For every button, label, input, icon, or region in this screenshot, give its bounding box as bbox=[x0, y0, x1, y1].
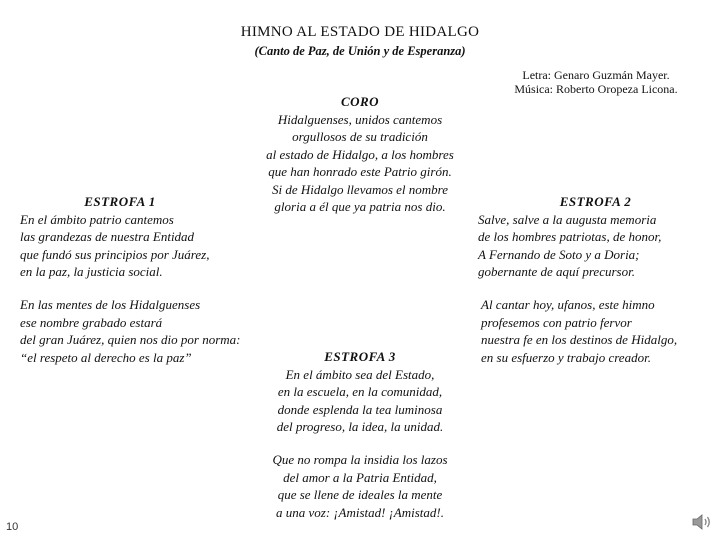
coro-heading: CORO bbox=[340, 94, 380, 109]
estrofa1-line: ese nombre grabado estará bbox=[20, 314, 163, 330]
page-title: HIMNO AL ESTADO DE HIDALGO bbox=[240, 24, 480, 40]
estrofa3-line: que se llene de ideales la mente bbox=[277, 487, 443, 502]
estrofa1-line: “el respeto al derecho es la paz” bbox=[20, 349, 192, 365]
estrofa3-line: en la escuela, en la comunidad, bbox=[277, 384, 443, 399]
estrofa1-line: del gran Juárez, quien nos dio por norma: bbox=[20, 332, 241, 347]
coro-line: Hidalguenses, unidos cantemos bbox=[277, 111, 443, 127]
estrofa3-line: En el ámbito sea del Estado, bbox=[285, 366, 435, 382]
estrofa2-line: nuestra fe en los destinos de Hidalgo, bbox=[481, 332, 678, 347]
music-credit: Música: Roberto Oropeza Licona. bbox=[514, 82, 678, 96]
estrofa3-line: del amor a la Patria Entidad, bbox=[283, 469, 437, 485]
estrofa1-line: En las mentes de los Hidalguenses bbox=[20, 297, 201, 312]
coro-line: Si de Hidalgo llevamos el nombre bbox=[271, 181, 449, 197]
speaker-icon[interactable] bbox=[690, 510, 714, 534]
estrofa2-line: Salve, salve a la augusta memoria bbox=[478, 211, 657, 227]
estrofa3-block bbox=[244, 348, 476, 436]
estrofa1-line: En el ámbito patrio cantemos bbox=[20, 211, 174, 227]
lyrics-credit: Letra: Genaro Guzmán Mayer. bbox=[522, 68, 670, 82]
estrofa3-line: a una voz: ¡Amistad! ¡Amistad!. bbox=[276, 504, 444, 520]
estrofa2-line: de los hombres patriotas, de honor, bbox=[478, 229, 662, 244]
page-subtitle: (Canto de Paz, de Unión y de Esperanza) bbox=[254, 44, 466, 58]
estrofa1-line: en la paz, la justicia social. bbox=[20, 264, 163, 279]
page-number: 10 bbox=[6, 521, 19, 533]
coro-line: gloria a él que ya patria nos dio. bbox=[274, 199, 446, 214]
coro-block bbox=[244, 93, 476, 216]
estrofa1-line: las grandezas de nuestra Entidad bbox=[20, 229, 195, 244]
estrofa1-stanza2 bbox=[20, 296, 270, 366]
coro-line: al estado de Hidalgo, a los hombres bbox=[266, 146, 454, 162]
estrofa3-stanza2 bbox=[244, 451, 476, 521]
estrofa3-heading: ESTROFA 3 bbox=[324, 349, 396, 364]
estrofa3-line: Que no rompa la insidia los lazos bbox=[272, 452, 448, 467]
estrofa1-heading: ESTROFA 1 bbox=[84, 194, 156, 209]
estrofa2-line: en su esfuerzo y trabajo creador. bbox=[481, 349, 651, 365]
estrofa2-block bbox=[478, 193, 713, 281]
estrofa2-line: Al cantar hoy, ufanos, este himno bbox=[481, 297, 655, 312]
estrofa2-stanza2 bbox=[481, 296, 716, 366]
coro-line: que han honrado este Patrio girón. bbox=[268, 164, 452, 179]
estrofa3-line: donde esplenda la tea luminosa bbox=[277, 401, 443, 417]
estrofa3-line: del progreso, la idea, la unidad. bbox=[276, 419, 444, 434]
credits bbox=[481, 68, 711, 96]
estrofa2-line: gobernante de aquí precursor. bbox=[478, 264, 635, 279]
estrofa2-heading: ESTROFA 2 bbox=[559, 194, 632, 209]
estrofa2-line: profesemos con patrio fervor bbox=[481, 314, 632, 330]
estrofa2-line: A Fernando de Soto y a Doria; bbox=[478, 246, 640, 262]
coro-line: orgullosos de su tradición bbox=[292, 129, 428, 144]
estrofa1-line: que fundó sus principios por Juárez, bbox=[20, 246, 210, 262]
estrofa1-block bbox=[20, 193, 270, 281]
